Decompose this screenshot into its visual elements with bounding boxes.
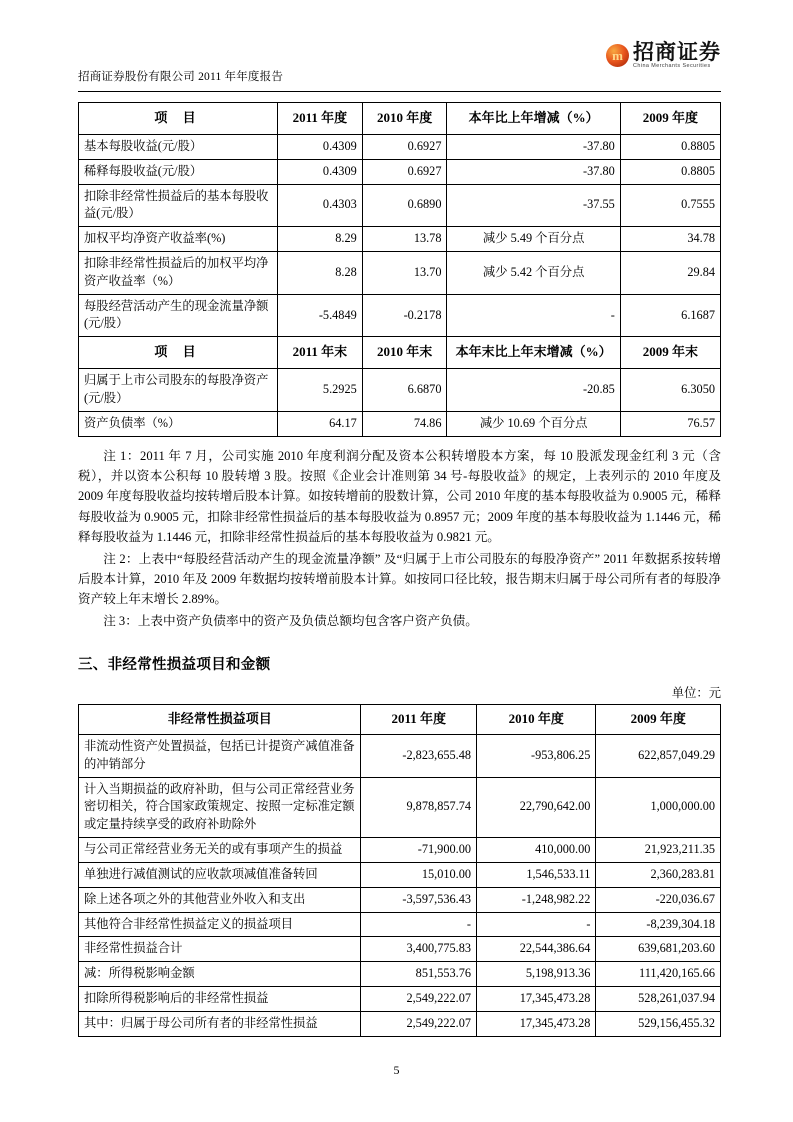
note-1: 注 1：2011 年 7 月，公司实施 2010 年度利润分配及资本公积转增股本方案，每 10 股派发现金红利 3 元（含税），并以资本公积每 10 股转增 3 股。按照《企业会计准则第 34 号-每股收益》的规定，上表列示的 2010 年度及 2009 年度每股收益均按转增后股本计算。如按转增前的股数计算，公司 2010 年度的基本每股收益为 0.9005 元，稀释每股收益为 0.9005 元，扣除非经常性损益后的基本每股收益为 0.8957 元；2009 年度的基本每股收益为 1.1446 元，稀释每股收益为 1.1446 元，扣除非经常性损益后的基本每股收益为 0.9821 元。 [78, 448, 721, 545]
column-header: 非经常性损益项目 [79, 705, 361, 735]
row-label: 非流动性资产处置损益，包括已计提资产减值准备的冲销部分 [79, 734, 361, 777]
table-row [79, 838, 721, 863]
table-cell: 639,681,203.60 [596, 937, 721, 962]
table-cell: 64.17 [278, 411, 363, 436]
table-row [79, 369, 721, 412]
table-cell: 529,156,455.32 [596, 1011, 721, 1036]
row-label: 归属于上市公司股东的每股净资产(元/股） [79, 369, 278, 412]
table-cell: -5.4849 [278, 294, 363, 337]
row-label: 其中：归属于母公司所有者的非经常性损益 [79, 1011, 361, 1036]
logo-wordmark [633, 42, 721, 69]
company-logo [606, 42, 721, 69]
table-header-row-period-end [79, 337, 721, 369]
table-cell: 34.78 [620, 227, 720, 252]
table-row [79, 184, 721, 227]
column-header: 2009 年度 [596, 705, 721, 735]
table-cell: -953,806.25 [477, 734, 596, 777]
table-cell: -0.2178 [362, 294, 447, 337]
row-label: 扣除所得税影响后的非经常性损益 [79, 987, 361, 1012]
table-header-row-year [79, 103, 721, 135]
table-cell: 6.3050 [620, 369, 720, 412]
note-3: 注 3：上表中资产负债率中的资产及负债总额均包含客户资产负债。 [103, 613, 478, 628]
table-cell: 13.78 [362, 227, 447, 252]
unit-label: 单位：元 [671, 686, 721, 701]
table-row [79, 887, 721, 912]
logo-chinese-name: 招商证券 [633, 40, 721, 64]
table-cell: 851,553.76 [361, 962, 477, 987]
table-cell: 2,360,283.81 [596, 862, 721, 887]
table-row [79, 962, 721, 987]
table-cell: 29.84 [620, 251, 720, 294]
table-cell: 3,400,775.83 [361, 937, 477, 962]
table-row [79, 159, 721, 184]
row-label: 基本每股收益(元/股） [79, 134, 278, 159]
column-header: 2011 年末 [278, 337, 363, 369]
row-label: 每股经营活动产生的现金流量净额(元/股） [79, 294, 278, 337]
page-number: 5 [393, 1063, 400, 1077]
column-header: 本年比上年增减（%） [447, 103, 620, 135]
header-divider [78, 91, 721, 92]
table-row [79, 912, 721, 937]
table-cell: 8.29 [278, 227, 363, 252]
column-header: 2010 年度 [477, 705, 596, 735]
table-cell: -71,900.00 [361, 838, 477, 863]
table-cell: 76.57 [620, 411, 720, 436]
table-cell: 6.6870 [362, 369, 447, 412]
section-heading: 三、非经常性损益项目和金额 [78, 657, 271, 674]
table-cell: 410,000.00 [477, 838, 596, 863]
column-header: 2009 年末 [620, 337, 720, 369]
table-row [79, 227, 721, 252]
table-header-row [79, 705, 721, 735]
table-row [79, 777, 721, 837]
table-cell: - [447, 294, 620, 337]
table-cell: 13.70 [362, 251, 447, 294]
table-cell: - [361, 912, 477, 937]
table-cell: 0.6927 [362, 159, 447, 184]
row-label: 加权平均净资产收益率(%) [79, 227, 278, 252]
notes-block [78, 446, 721, 632]
header-running-title: 招商证券股份有限公司 2011 年年度报告 [78, 71, 284, 83]
table-cell: 8.28 [278, 251, 363, 294]
table-row [79, 134, 721, 159]
table-cell: -1,248,982.22 [477, 887, 596, 912]
column-header: 本年末比上年末增减（%） [447, 337, 620, 369]
table-row [79, 937, 721, 962]
table-cell: 9,878,857.74 [361, 777, 477, 837]
logo-emblem-icon [606, 44, 629, 67]
column-header: 2009 年度 [620, 103, 720, 135]
row-label: 资产负债率（%） [79, 411, 278, 436]
table-cell: 22,790,642.00 [477, 777, 596, 837]
table-cell: 6.1687 [620, 294, 720, 337]
row-label: 单独进行减值测试的应收款项减值准备转回 [79, 862, 361, 887]
table-cell: 1,000,000.00 [596, 777, 721, 837]
column-header: 项 目 [79, 103, 278, 135]
row-label: 减：所得税影响金额 [79, 962, 361, 987]
table-cell: 528,261,037.94 [596, 987, 721, 1012]
per-share-indicators-table [78, 102, 721, 437]
table-cell: 21,923,211.35 [596, 838, 721, 863]
table-cell: -37.80 [447, 159, 620, 184]
table-row [79, 987, 721, 1012]
table-cell: 减少 5.42 个百分点 [447, 251, 620, 294]
table-cell: -37.80 [447, 134, 620, 159]
table-cell: 5.2925 [278, 369, 363, 412]
table-cell: -20.85 [447, 369, 620, 412]
table-cell: 0.6927 [362, 134, 447, 159]
table-row [79, 251, 721, 294]
row-label: 与公司正常经营业务无关的或有事项产生的损益 [79, 838, 361, 863]
table-cell: 74.86 [362, 411, 447, 436]
table-row [79, 734, 721, 777]
table-cell: 17,345,473.28 [477, 1011, 596, 1036]
table-row [79, 294, 721, 337]
table-row [79, 862, 721, 887]
column-header: 2011 年度 [361, 705, 477, 735]
table-cell: 5,198,913.36 [477, 962, 596, 987]
table-row [79, 1011, 721, 1036]
column-header: 2010 年度 [362, 103, 447, 135]
table-cell: 2,549,222.07 [361, 987, 477, 1012]
table-cell: -3,597,536.43 [361, 887, 477, 912]
non-recurring-items-table [78, 704, 721, 1037]
row-label: 扣除非经常性损益后的加权平均净资产收益率（%） [79, 251, 278, 294]
table-cell: 2,549,222.07 [361, 1011, 477, 1036]
table-cell: -220,036.67 [596, 887, 721, 912]
table-cell: - [477, 912, 596, 937]
table-cell: -8,239,304.18 [596, 912, 721, 937]
row-label: 其他符合非经常性损益定义的损益项目 [79, 912, 361, 937]
table-cell: 0.8805 [620, 159, 720, 184]
row-label: 扣除非经常性损益后的基本每股收益(元/股） [79, 184, 278, 227]
table-cell: 0.4303 [278, 184, 363, 227]
table-row [79, 411, 721, 436]
table-cell: 0.8805 [620, 134, 720, 159]
row-label: 计入当期损益的政府补助，但与公司正常经营业务密切相关，符合国家政策规定、按照一定标准定额或定量持续享受的政府补助除外 [79, 777, 361, 837]
row-label: 非经常性损益合计 [79, 937, 361, 962]
column-header: 项 目 [79, 337, 278, 369]
logo-english-name: China Merchants Securities [633, 63, 711, 69]
row-label: 除上述各项之外的其他营业外收入和支出 [79, 887, 361, 912]
table-cell: -2,823,655.48 [361, 734, 477, 777]
table-cell: 0.6890 [362, 184, 447, 227]
column-header: 2011 年度 [278, 103, 363, 135]
table-cell: 减少 10.69 个百分点 [447, 411, 620, 436]
table-cell: 17,345,473.28 [477, 987, 596, 1012]
table-cell: 15,010.00 [361, 862, 477, 887]
row-label: 稀释每股收益(元/股） [79, 159, 278, 184]
table-cell: 22,544,386.64 [477, 937, 596, 962]
table-cell: 1,546,533.11 [477, 862, 596, 887]
table-cell: 0.4309 [278, 134, 363, 159]
table-cell: 减少 5.49 个百分点 [447, 227, 620, 252]
table-cell: -37.55 [447, 184, 620, 227]
table-cell: 0.7555 [620, 184, 720, 227]
document-header [78, 40, 721, 88]
column-header: 2010 年末 [362, 337, 447, 369]
table-cell: 0.4309 [278, 159, 363, 184]
table-cell: 622,857,049.29 [596, 734, 721, 777]
table-cell: 111,420,165.66 [596, 962, 721, 987]
note-2: 注 2：上表中“每股经营活动产生的现金流量净额” 及“归属于上市公司股东的每股净资产” 2011 年数据系按转增后股本计算，2010 年及 2009 年数据均按转增前股本计算。如按同口径比较，报告期末归属于母公司所有者的每股净资产较上年末增长 2.89%。 [78, 551, 721, 607]
